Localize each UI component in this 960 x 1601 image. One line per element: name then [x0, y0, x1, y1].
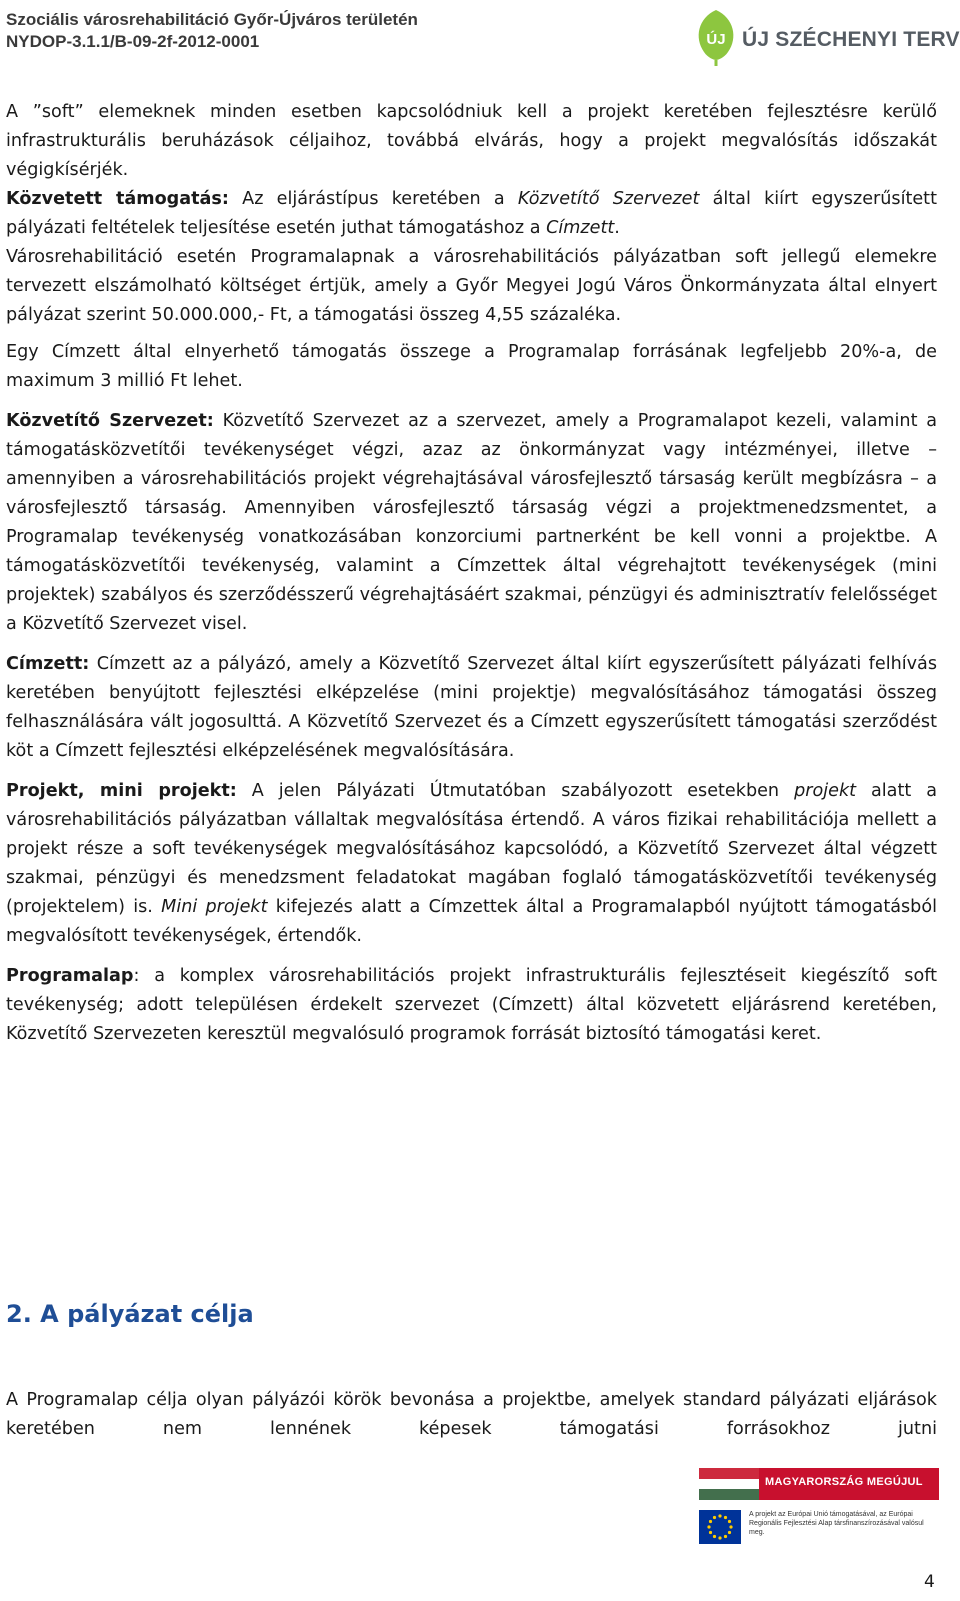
document-header [6, 9, 566, 53]
definition-programalap: Programalap: a komplex városrehabilitációs projekt infrastrukturális fejlesztéseit kiegészítő soft tevékenység; adott településen érdekelt szervezet (Címzett) által közvetett eljárásrend keretében, Közvetítő Szervezeten keresztül megvalósuló programok forrását biztosító támogatási keret. [6, 966, 937, 1044]
definition-term: Közvetítő Szervezet: [6, 411, 214, 431]
eu-funding-note: A projekt az Európai Unió támogatásával, az Európai Regionális Fejlesztési Alap társfinanszírozásával valósul meg. [749, 1511, 924, 1536]
definition-kozvetett-tamogatas: Közvetett támogatás: Az eljárástípus keretében a Közvetítő Szervezet által kiírt egyszerűsített pályázati feltételek teljesítése esetén juthat támogatáshoz a Címzett. [6, 189, 937, 238]
magyarorszag-megujul-logo [699, 1468, 939, 1548]
paragraph: Városrehabilitáció esetén Programalapnak a városrehabilitációs pályázatban soft jellegű elemekre tervezett elszámolható költséget értjük, amely a Győr Megyei Jogú Város Önkormányzata által elnyert pályázat szerint 50.000.000,- Ft, a támogatási összeg 4,55 százaléka. [6, 247, 937, 325]
header-title: Szociális városrehabilitáció Győr-Újváros területén [6, 10, 418, 29]
paragraph: A ”soft” elemeknek minden esetben kapcsolódniuk kell a projekt keretében fejlesztésre kerülő infrastrukturális beruházások céljaihoz, továbbá elvárás, hogy a projekt megvalósítás időszakát végigkísérjék. [6, 102, 937, 180]
section-heading: 2. A pályázat célja [6, 1300, 254, 1328]
definition-cimzett: Címzett: Címzett az a pályázó, amely a Közvetítő Szervezet által kiírt egyszerűsített pályázati felhívás keretében benyújtott fejlesztési elképzelése (mini projektje) megvalósításához támogatási összeg felhasználására vált jogosulttá. A Közvetítő Szervezet és a Címzett egyszerűsített támogatási szerződést köt a Címzett fejlesztési elképzelésének megvalósítására. [6, 654, 937, 761]
definition-term: Projekt, mini projekt: [6, 781, 237, 801]
definition-projekt: Projekt, mini projekt: A jelen Pályázati Útmutatóban szabályozott esetekben projekt alatt a városrehabilitációs pályázatban vállaltak megvalósítása értendő. A város fizikai rehabilitációja mellett a projekt része a soft tevékenységek megvalósításához kapcsolódó, a Közvetítő Szervezet által végzett szakmai, pénzügyi és menedzsment feladatokat magában foglaló támogatásközvetítői tevékenység (projektelem) is. Mini projekt kifejezés alatt a Címzettek által a Programalapból nyújtott támogatásból megvalósított tevékenységek, értendők. [6, 781, 937, 946]
document-body [6, 98, 937, 1049]
eu-flag-icon [699, 1510, 741, 1544]
page-number: 4 [924, 1572, 935, 1592]
definition-kozvetito-szervezet: Közvetítő Szervezet: Közvetítő Szervezet az a szervezet, amely a Programalapot kezeli, valamint a támogatásközvetítői tevékenységet végzi, azaz az önkormányzat vagy intézményei, illetve – amennyiben a városrehabilitációs projekt végrehajtásával városfejlesztő társaság került megbízásra – a városfejlesztő társaság. Amennyiben városfejlesztő társaság végzi a projektmenedzsmentet, a Programalap tevékenység vonatkozásában konzorciumi partnerként be kell vonni a projektbe. A támogatásközvetítői tevékenység, valamint a Címzettek által végrehajtott tevékenységek (mini projektek) szabályos és szerződésszerű végrehajtásáért szakmai, pénzügyi és adminisztratív felelősséget a Közvetítő Szervezet visel. [6, 411, 938, 634]
definition-term: Programalap [6, 966, 134, 986]
logo-text: ÚJ SZÉCHENYI TERV [742, 28, 960, 51]
leaf-logo-icon [690, 8, 742, 68]
header-project-code: NYDOP-3.1.1/B-09-2f-2012-0001 [6, 32, 260, 51]
svg-text:ÚJ: ÚJ [706, 31, 726, 48]
banner-text: MAGYARORSZÁG MEGÚJUL [765, 1476, 923, 1488]
uj-szechenyi-terv-logo [690, 8, 960, 74]
definition-term: Címzett: [6, 654, 90, 674]
paragraph: Egy Címzett által elnyerhető támogatás összege a Programalap forrásának legfeljebb 20%-a, de maximum 3 millió Ft lehet. [6, 342, 937, 391]
section-body [6, 1386, 937, 1444]
definition-term: Közvetett támogatás: [6, 189, 229, 209]
paragraph: A Programalap célja olyan pályázói körök bevonása a projektbe, amelyek standard pályázati eljárások keretében nem lennének képesek támogatási forrásokhoz jutni [6, 1390, 937, 1439]
